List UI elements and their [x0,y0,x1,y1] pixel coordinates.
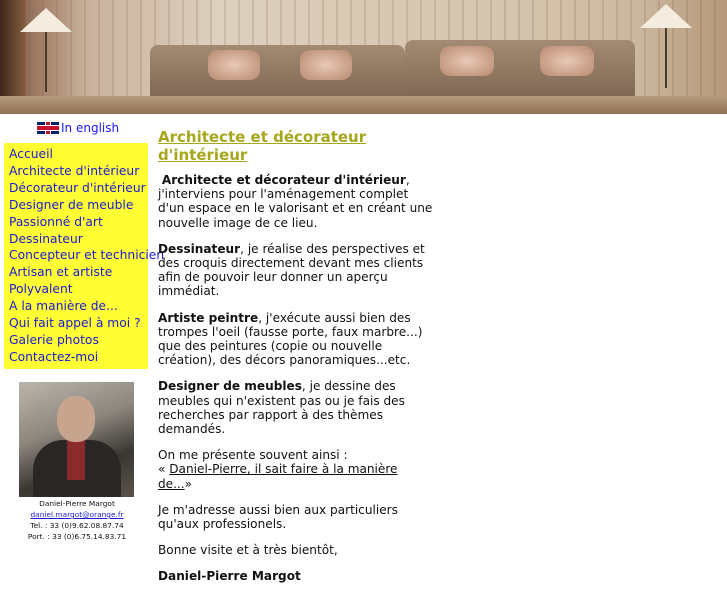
paragraph-artiste [158,311,433,368]
paragraph-clients: Je m'adresse aussi bien aux particuliers qu'aux professionels. [158,502,398,532]
text-artiste: , j'exécute aussi bien des trompes l'oeil (fausse porte, faux marbre...) que des peintures (copie ou nouvelle création), des décors panoramiques...etc. [158,310,423,368]
quote-open: « [158,462,170,477]
paragraph-dessinateur [158,242,433,299]
menu-item-qui[interactable]: Qui fait appel à moi ? [9,316,141,331]
banner-floor [0,96,727,114]
profile-photo [19,382,134,497]
bold-architecte: Architecte et décorateur d'intérieur [161,173,406,187]
menu-item-accueil[interactable]: Accueil [9,147,53,161]
cushion [300,50,352,80]
text-dessinateur: , je réalise des perspectives et des croquis directement devant mes clients afin de pouvoir leur donner un aperçu immédiat. [158,241,425,299]
signature [158,569,433,583]
lamp-left [20,8,72,92]
menu-item-polyvalent[interactable]: Polyvalent [9,282,73,297]
text-designer: , je dessine des meubles qui n'existent pas ou je fais des recherches par rapport à des thèmes demandés. [158,379,405,437]
main-content [158,128,433,596]
presentation-intro: On me présente souvent ainsi : [158,448,348,463]
menu-item-artisan[interactable]: Artisan et artiste [9,265,113,280]
sidebar-menu [4,143,165,369]
signature-name: Daniel-Pierre Margot [158,569,301,584]
bold-artiste: Artiste peintre [158,310,259,325]
bold-dessinateur: Dessinateur [158,241,241,256]
paragraph-designer [158,379,433,436]
paragraph-greeting: Bonne visite et à très bientôt, [158,543,338,558]
page-title: Architecte et décorateur d'intérieur [158,128,367,164]
cushion [440,46,494,76]
menu-item-concepteur[interactable]: Concepteur et technicien [9,248,165,263]
profile-name: Daniel-Pierre Margot [39,499,115,508]
cushion [540,46,594,76]
sofa-left [150,45,405,103]
menu-item-dessinateur[interactable]: Dessinateur [9,231,83,246]
menu-item-contact[interactable]: Contactez-moi [9,349,99,364]
menu-item-designer[interactable]: Designer de meuble [9,197,134,212]
quote-close: » [184,476,193,491]
profile-email-link[interactable]: daniel.margot@orange.fr [30,510,124,519]
profile-mobile: Port. : 33 (0)6.75.14.83.71 [27,532,127,541]
language-switch-link[interactable] [37,121,119,135]
profile-phone: Tel. : 33 (0)9.62.08.87.74 [30,521,124,530]
menu-item-galerie[interactable]: Galerie photos [9,332,99,347]
menu-item-architecte[interactable]: Architecte d'intérieur [9,163,140,178]
menu-item-passionne[interactable]: Passionné d'art [9,214,103,229]
sofa-right [405,40,635,104]
uk-flag-icon [37,122,59,134]
paragraph-presentation [158,448,433,491]
menu-item-maniere[interactable]: A la manière de... [9,299,118,314]
header-banner-image [0,0,727,114]
bold-designer: Designer de meubles [158,379,302,394]
text-architecte: , j'interviens pour l'aménagement complet d'un espace en le valorisant et en créant une nouvelle image de ce lieu. [158,173,433,230]
maniere-de-link[interactable]: Daniel-Pierre, il sait faire à la manière de... [158,462,398,491]
language-label: In english [61,121,120,135]
lamp-right [640,4,692,88]
menu-item-decorateur[interactable]: Décorateur d'intérieur [9,180,146,195]
paragraph-architecte [158,173,433,230]
cushion [208,50,260,80]
